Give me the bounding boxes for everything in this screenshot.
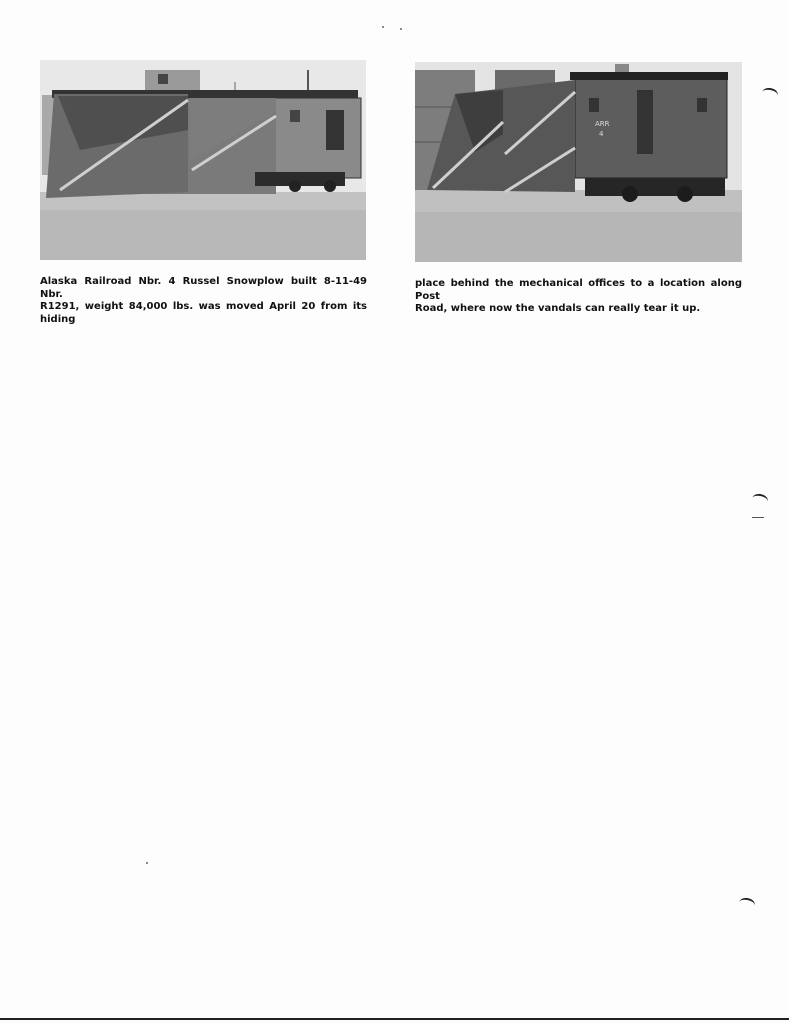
snowplow-photo-left-image bbox=[40, 60, 366, 260]
caption-line: Road, where now the vandals can really tear it up. bbox=[415, 303, 701, 314]
photo-caption-right bbox=[415, 278, 742, 316]
photo-caption-left bbox=[40, 276, 367, 326]
snowplow-photo-right-image bbox=[415, 62, 742, 262]
car-number: 4 bbox=[599, 130, 604, 138]
scan-tick-mark bbox=[752, 517, 764, 518]
caption-line: Alaska Railroad Nbr. 4 Russel Snowplow built 8-11-49 Nbr. bbox=[40, 276, 367, 300]
binder-hole-mark bbox=[738, 896, 756, 911]
car-lettering: ARR bbox=[595, 120, 610, 128]
caption-line: R1291, weight 84,000 lbs. was moved April 20 from its hiding bbox=[40, 301, 367, 325]
binder-hole-mark bbox=[761, 86, 779, 101]
snowplow-photo-right bbox=[415, 62, 742, 262]
binder-hole-mark bbox=[751, 492, 769, 507]
scan-speck bbox=[382, 26, 384, 28]
caption-line: place behind the mechanical offices to a location along Post bbox=[415, 278, 742, 302]
page-bottom-edge bbox=[0, 1018, 789, 1020]
scan-speck bbox=[146, 862, 148, 864]
snowplow-photo-left bbox=[40, 60, 366, 260]
scan-speck bbox=[400, 28, 402, 30]
